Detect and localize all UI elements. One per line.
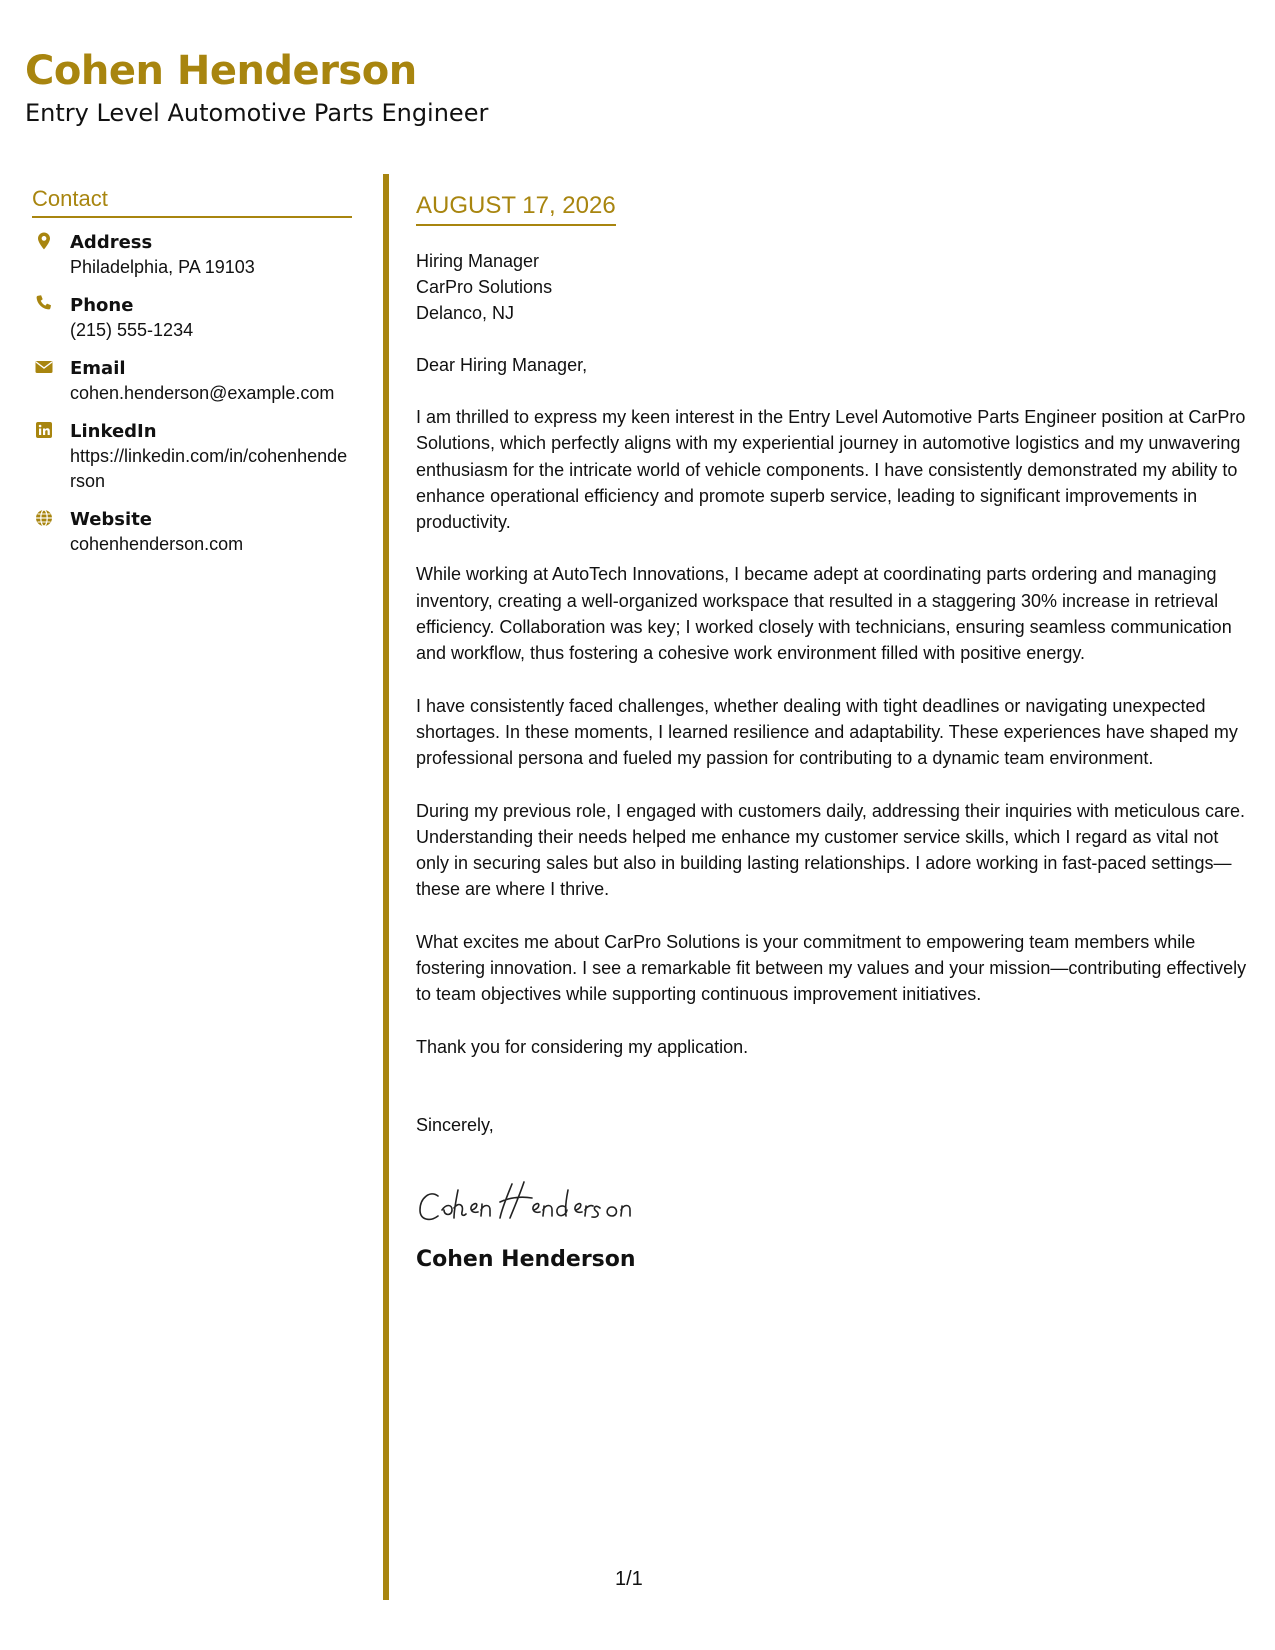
signature-image <box>416 1174 1251 1234</box>
contact-item-address <box>32 230 352 280</box>
contact-value: Philadelphia, PA 19103 <box>70 257 255 277</box>
document-header <box>25 46 488 130</box>
contact-label: LinkedIn <box>70 421 157 442</box>
linkedin-icon <box>34 420 54 440</box>
recipient-title: Hiring Manager <box>416 251 540 271</box>
date-block <box>416 192 616 226</box>
letter-paragraph: During my previous role, I engaged with customers daily, addressing their inquiries with meticulous care. Understanding their needs helped me enhance my customer service skills, which I regard as vital not only in securing sales but also in building lasting relationships. I adore working in fast-paced settings—these are where I thrive. <box>416 800 1246 900</box>
phone-icon <box>34 294 54 314</box>
applicant-name: Cohen Henderson <box>25 48 417 94</box>
contact-item-linkedin <box>32 419 352 494</box>
contact-item-phone <box>32 293 352 343</box>
applicant-role: Entry Level Automotive Parts Engineer <box>25 99 489 127</box>
envelope-icon <box>34 357 54 377</box>
page-number: 1/1 <box>615 1568 643 1590</box>
contact-value: cohen.henderson@example.com <box>70 383 335 403</box>
contact-value: https://linkedin.com/in/cohenhenderson <box>70 446 348 491</box>
map-pin-icon <box>34 231 54 251</box>
contact-item-website <box>32 507 352 557</box>
contact-item-email <box>32 356 352 406</box>
contact-heading: Contact <box>32 186 352 218</box>
contact-value: (215) 555-1234 <box>70 320 194 340</box>
closing: Sincerely, <box>416 1114 494 1135</box>
letter-paragraph: What excites me about CarPro Solutions is your commitment to empowering team members while fostering innovation. I see a remarkable fit between my values and your mission—contributing effectively to team objectives while supporting continuous improvement initiatives. <box>416 931 1247 1005</box>
recipient-block <box>416 248 1251 326</box>
contact-value: cohenhenderson.com <box>70 534 244 554</box>
letter-date: AUGUST 17, 2026 <box>416 192 616 219</box>
salutation: Dear Hiring Manager, <box>416 355 588 375</box>
contact-label: Address <box>70 232 153 253</box>
letter-paragraph: Thank you for considering my application. <box>416 1036 749 1057</box>
contact-label: Website <box>70 509 153 530</box>
recipient-location: Delanco, NJ <box>416 303 515 323</box>
letter-paragraph: While working at AutoTech Innovations, I became adept at coordinating parts ordering and managing inventory, creating a well-organized workspace that resulted in a staggering 30% increase in retrieval efficiency. Collaboration was key; I worked closely with technicians, ensuring seamless communication and workflow, thus fostering a cohesive work environment filled with positive energy. <box>416 564 1232 664</box>
signer-name: Cohen Henderson <box>416 1246 636 1272</box>
globe-icon <box>34 508 54 528</box>
recipient-company: CarPro Solutions <box>416 277 553 297</box>
contact-sidebar <box>32 186 352 570</box>
letter-paragraph: I have consistently faced challenges, whether dealing with tight deadlines or navigating unexpected shortages. In these moments, I learned resilience and adaptability. These experiences have shaped my professional persona and fueled my passion for contributing to a dynamic team environment. <box>416 695 1238 769</box>
vertical-divider <box>383 174 389 1600</box>
contact-label: Phone <box>70 295 134 316</box>
contact-label: Email <box>70 358 126 379</box>
letter-body <box>416 192 1251 1274</box>
letter-paragraph: I am thrilled to express my keen interest in the Entry Level Automotive Parts Engineer position at CarPro Solutions, which perfectly aligns with my experiential journey in automotive logistics and my unwavering enthusiasm for the intricate world of vehicle components. I have consistently demonstrated my ability to enhance operational efficiency and promote superb service, leading to significant improvements in productivity. <box>416 407 1246 533</box>
